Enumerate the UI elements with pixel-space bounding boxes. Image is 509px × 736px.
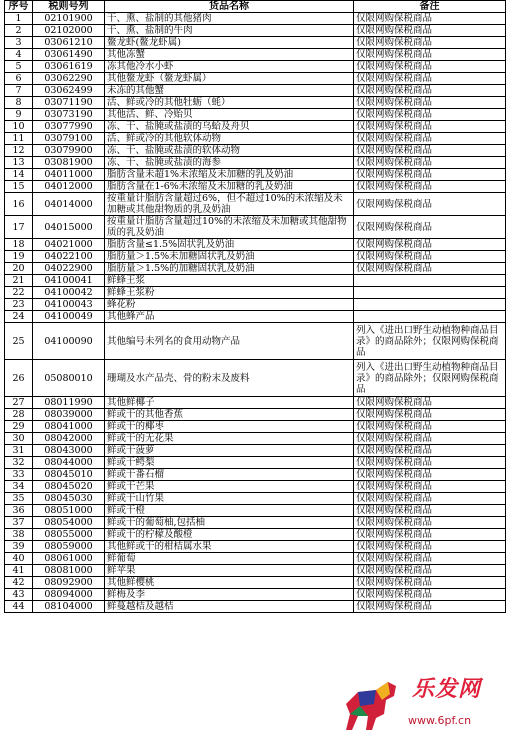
row-goods-name: 其他鳌龙虾（鳌龙虾属） <box>105 73 354 85</box>
row-index: 35 <box>5 493 33 505</box>
table-row <box>5 493 506 505</box>
row-tariff-code: 08081000 <box>33 565 105 577</box>
row-goods-name: 鲜葡萄 <box>105 553 354 565</box>
row-goods-name: 鲜梅及李 <box>105 589 354 601</box>
table-row <box>5 553 506 565</box>
row-index: 40 <box>5 553 33 565</box>
row-tariff-code: 08094000 <box>33 589 105 601</box>
watermark-brand: 乐发网 <box>412 677 482 702</box>
row-goods-name: 冻、干、盐腌或盐渍的乌蛤及舟贝 <box>105 121 354 133</box>
table-row <box>5 589 506 601</box>
table-row <box>5 529 506 541</box>
table-row <box>5 169 506 181</box>
row-index: 10 <box>5 121 33 133</box>
row-index: 11 <box>5 133 33 145</box>
row-index: 19 <box>5 251 33 263</box>
row-goods-name: 脂肪含量未超1%未浓缩及未加糖的乳及奶油 <box>105 169 354 181</box>
row-tariff-code: 03062499 <box>33 85 105 97</box>
row-index: 22 <box>5 287 33 299</box>
row-tariff-code: 08039000 <box>33 409 105 421</box>
row-goods-name: 冻、干、盐腌或盐渍的软体动物 <box>105 145 354 157</box>
row-remarks: 仅限网购保税商品 <box>354 505 506 517</box>
row-remarks: 仅限网购保税商品 <box>354 541 506 553</box>
row-remarks: 仅限网购保税商品 <box>354 239 506 251</box>
row-tariff-code: 04014000 <box>33 193 105 216</box>
row-tariff-code: 04100041 <box>33 275 105 287</box>
row-tariff-code: 04100049 <box>33 311 105 323</box>
row-remarks: 仅限网购保税商品 <box>354 251 506 263</box>
row-goods-name: 其他鲜樱桃 <box>105 577 354 589</box>
row-tariff-code: 03079100 <box>33 133 105 145</box>
table-row <box>5 541 506 553</box>
row-index: 12 <box>5 145 33 157</box>
row-goods-name: 鲜或干菠萝 <box>105 445 354 457</box>
table-row <box>5 409 506 421</box>
row-tariff-code: 03071190 <box>33 97 105 109</box>
row-tariff-code: 03061619 <box>33 61 105 73</box>
row-goods-name: 鲜或干芒果 <box>105 481 354 493</box>
table-row <box>5 97 506 109</box>
row-tariff-code: 04011000 <box>33 169 105 181</box>
row-goods-name: 脂肪量＞1.5%未加糖固状乳及奶油 <box>105 251 354 263</box>
row-tariff-code: 08041000 <box>33 421 105 433</box>
header-remarks: 备注 <box>354 1 506 13</box>
row-tariff-code: 08054000 <box>33 517 105 529</box>
row-index: 32 <box>5 457 33 469</box>
table-row <box>5 73 506 85</box>
row-tariff-code: 08043000 <box>33 445 105 457</box>
row-index: 13 <box>5 157 33 169</box>
row-tariff-code: 04022100 <box>33 251 105 263</box>
row-tariff-code: 08061000 <box>33 553 105 565</box>
goods-table <box>4 0 506 613</box>
table-row <box>5 25 506 37</box>
row-remarks: 仅限网购保税商品 <box>354 193 506 216</box>
row-index: 4 <box>5 49 33 61</box>
row-index: 6 <box>5 73 33 85</box>
row-goods-name: 珊瑚及水产品壳、骨的粉末及废料 <box>105 360 354 397</box>
row-tariff-code: 08042000 <box>33 433 105 445</box>
row-goods-name: 按重量计脂肪含量超过10%的未浓缩及未加糖或其他甜物质的乳及奶油 <box>105 216 354 239</box>
row-remarks <box>354 287 506 299</box>
table-row <box>5 360 506 397</box>
table-row <box>5 49 506 61</box>
table-row <box>5 157 506 169</box>
row-goods-name: 按重量计脂肪含量超过6%，但不超过10%的未浓缩及未加糖或其他甜物质的乳及奶油 <box>105 193 354 216</box>
row-remarks: 仅限网购保税商品 <box>354 493 506 505</box>
row-remarks: 仅限网购保税商品 <box>354 469 506 481</box>
row-tariff-code: 04012000 <box>33 181 105 193</box>
header-row <box>5 1 506 13</box>
row-goods-name: 鲜蜂王浆粉 <box>105 287 354 299</box>
row-tariff-code: 08092900 <box>33 577 105 589</box>
row-index: 30 <box>5 433 33 445</box>
row-tariff-code: 04100042 <box>33 287 105 299</box>
row-tariff-code: 02101900 <box>33 13 105 25</box>
row-goods-name: 活、鲜或冷的其他牡蛎（蚝） <box>105 97 354 109</box>
table-row <box>5 181 506 193</box>
row-goods-name: 鲜或干橙 <box>105 505 354 517</box>
row-goods-name: 其他冻蟹 <box>105 49 354 61</box>
row-goods-name: 脂肪含量在1-6%未浓缩及未加糖的乳及奶油 <box>105 181 354 193</box>
row-tariff-code: 02102000 <box>33 25 105 37</box>
table-row <box>5 397 506 409</box>
header-index: 序号 <box>5 1 33 13</box>
row-goods-name: 干、熏、盐制的其他猪肉 <box>105 13 354 25</box>
horse-logo-icon <box>336 674 408 734</box>
table-row <box>5 193 506 216</box>
row-index: 17 <box>5 216 33 239</box>
table-row <box>5 299 506 311</box>
row-remarks: 仅限网购保税商品 <box>354 169 506 181</box>
row-goods-name: 脂肪含量≤1.5%固状乳及奶油 <box>105 239 354 251</box>
row-goods-name: 鲜或干的柠檬及酸橙 <box>105 529 354 541</box>
row-remarks: 仅限网购保税商品 <box>354 263 506 275</box>
row-goods-name: 鲜或干的椰枣 <box>105 421 354 433</box>
row-index: 18 <box>5 239 33 251</box>
table-row <box>5 263 506 275</box>
table-row <box>5 433 506 445</box>
row-index: 23 <box>5 299 33 311</box>
row-remarks: 仅限网购保税商品 <box>354 457 506 469</box>
row-goods-name: 鲜或干鳄梨 <box>105 457 354 469</box>
row-remarks: 仅限网购保税商品 <box>354 25 506 37</box>
row-tariff-code: 04022900 <box>33 263 105 275</box>
row-remarks: 仅限网购保税商品 <box>354 109 506 121</box>
row-index: 34 <box>5 481 33 493</box>
row-remarks: 仅限网购保税商品 <box>354 216 506 239</box>
row-remarks: 仅限网购保税商品 <box>354 409 506 421</box>
header-tariff-code: 税则号列 <box>33 1 105 13</box>
row-tariff-code: 04021000 <box>33 239 105 251</box>
row-goods-name: 其他蜂产品 <box>105 311 354 323</box>
table-row <box>5 517 506 529</box>
row-remarks: 仅限网购保税商品 <box>354 421 506 433</box>
watermark <box>336 672 509 736</box>
row-goods-name: 其他编号未列名的食用动物产品 <box>105 323 354 360</box>
table-row <box>5 13 506 25</box>
header-goods-name: 货品名称 <box>105 1 354 13</box>
table-row <box>5 275 506 287</box>
row-goods-name: 鲜或干番石榴 <box>105 469 354 481</box>
row-index: 2 <box>5 25 33 37</box>
row-remarks: 仅限网购保税商品 <box>354 85 506 97</box>
row-index: 20 <box>5 263 33 275</box>
row-remarks: 仅限网购保税商品 <box>354 589 506 601</box>
table-row <box>5 133 506 145</box>
row-goods-name: 鲜苹果 <box>105 565 354 577</box>
row-tariff-code: 04100090 <box>33 323 105 360</box>
row-tariff-code: 03079900 <box>33 145 105 157</box>
row-index: 24 <box>5 311 33 323</box>
row-goods-name: 鳌龙虾(鳌龙虾属) <box>105 37 354 49</box>
table-row <box>5 239 506 251</box>
row-tariff-code: 04015000 <box>33 216 105 239</box>
document-page <box>4 0 505 613</box>
row-remarks <box>354 275 506 287</box>
row-remarks: 仅限网购保税商品 <box>354 97 506 109</box>
row-remarks: 仅限网购保税商品 <box>354 133 506 145</box>
table-row <box>5 37 506 49</box>
row-remarks: 仅限网购保税商品 <box>354 553 506 565</box>
row-remarks: 仅限网购保税商品 <box>354 481 506 493</box>
table-row <box>5 445 506 457</box>
row-index: 15 <box>5 181 33 193</box>
table-row <box>5 311 506 323</box>
table-row <box>5 577 506 589</box>
table-row <box>5 121 506 133</box>
row-remarks: 仅限网购保税商品 <box>354 13 506 25</box>
row-index: 33 <box>5 469 33 481</box>
row-index: 7 <box>5 85 33 97</box>
row-tariff-code: 04100043 <box>33 299 105 311</box>
row-remarks: 仅限网购保税商品 <box>354 49 506 61</box>
row-index: 25 <box>5 323 33 360</box>
row-tariff-code: 05080010 <box>33 360 105 397</box>
row-remarks: 仅限网购保税商品 <box>354 445 506 457</box>
row-tariff-code: 03062290 <box>33 73 105 85</box>
row-remarks: 仅限网购保税商品 <box>354 61 506 73</box>
table-row <box>5 145 506 157</box>
row-goods-name: 鲜或干的其他香蕉 <box>105 409 354 421</box>
table-row <box>5 457 506 469</box>
table-row <box>5 505 506 517</box>
table-row <box>5 85 506 97</box>
row-tariff-code: 08011990 <box>33 397 105 409</box>
row-remarks: 仅限网购保税商品 <box>354 37 506 49</box>
row-index: 42 <box>5 577 33 589</box>
row-index: 28 <box>5 409 33 421</box>
row-remarks: 仅限网购保税商品 <box>354 577 506 589</box>
row-goods-name: 鲜或干山竹果 <box>105 493 354 505</box>
row-tariff-code: 08059000 <box>33 541 105 553</box>
row-index: 41 <box>5 565 33 577</box>
row-tariff-code: 08044000 <box>33 457 105 469</box>
row-remarks: 仅限网购保税商品 <box>354 517 506 529</box>
row-goods-name: 其他鲜或干的柑桔属水果 <box>105 541 354 553</box>
table-row <box>5 323 506 360</box>
row-index: 5 <box>5 61 33 73</box>
table-row <box>5 601 506 613</box>
row-tariff-code: 08045030 <box>33 493 105 505</box>
row-index: 16 <box>5 193 33 216</box>
row-index: 44 <box>5 601 33 613</box>
row-remarks: 仅限网购保税商品 <box>354 181 506 193</box>
row-tariff-code: 08045020 <box>33 481 105 493</box>
row-index: 27 <box>5 397 33 409</box>
row-remarks: 列入《进出口野生动植物种商品目录》的商品除外；仅限网购保税商品 <box>354 323 506 360</box>
row-index: 38 <box>5 529 33 541</box>
row-goods-name: 鲜蔓越桔及越桔 <box>105 601 354 613</box>
row-goods-name: 其他鲜椰子 <box>105 397 354 409</box>
row-goods-name: 蜂花粉 <box>105 299 354 311</box>
row-tariff-code: 03077990 <box>33 121 105 133</box>
row-tariff-code: 08104000 <box>33 601 105 613</box>
row-index: 36 <box>5 505 33 517</box>
row-remarks: 列入《进出口野生动植物种商品目录》的商品除外；仅限网购保税商品 <box>354 360 506 397</box>
row-remarks: 仅限网购保税商品 <box>354 529 506 541</box>
row-remarks: 仅限网购保税商品 <box>354 397 506 409</box>
row-goods-name: 冻、干、盐腌或盐渍的海参 <box>105 157 354 169</box>
table-row <box>5 109 506 121</box>
watermark-url: www.6pf.cn <box>408 714 472 727</box>
row-goods-name: 鲜或干的葡萄柚,包括柚 <box>105 517 354 529</box>
table-row <box>5 287 506 299</box>
table-row <box>5 216 506 239</box>
row-index: 43 <box>5 589 33 601</box>
row-tariff-code: 08055000 <box>33 529 105 541</box>
row-index: 31 <box>5 445 33 457</box>
row-goods-name: 脂肪量＞1.5%的加糖固状乳及奶油 <box>105 263 354 275</box>
row-goods-name: 冻其他冷水小虾 <box>105 61 354 73</box>
row-remarks: 仅限网购保税商品 <box>354 157 506 169</box>
row-index: 8 <box>5 97 33 109</box>
row-remarks: 仅限网购保税商品 <box>354 565 506 577</box>
row-remarks: 仅限网购保税商品 <box>354 121 506 133</box>
row-remarks: 仅限网购保税商品 <box>354 433 506 445</box>
row-tariff-code: 03061490 <box>33 49 105 61</box>
row-remarks: 仅限网购保税商品 <box>354 601 506 613</box>
row-index: 39 <box>5 541 33 553</box>
row-remarks: 仅限网购保税商品 <box>354 145 506 157</box>
table-row <box>5 565 506 577</box>
row-tariff-code: 08045010 <box>33 469 105 481</box>
row-goods-name: 其他活、鲜、冷贻贝 <box>105 109 354 121</box>
row-goods-name: 鲜或干的无花果 <box>105 433 354 445</box>
row-index: 37 <box>5 517 33 529</box>
row-goods-name: 活、鲜或冷的其他软体动物 <box>105 133 354 145</box>
row-index: 1 <box>5 13 33 25</box>
row-remarks: 仅限网购保税商品 <box>354 73 506 85</box>
row-index: 21 <box>5 275 33 287</box>
table-row <box>5 481 506 493</box>
row-index: 29 <box>5 421 33 433</box>
row-goods-name: 未冻的其他蟹 <box>105 85 354 97</box>
row-remarks <box>354 299 506 311</box>
table-body <box>5 13 506 613</box>
row-index: 3 <box>5 37 33 49</box>
row-tariff-code: 08051000 <box>33 505 105 517</box>
row-tariff-code: 03073190 <box>33 109 105 121</box>
row-index: 14 <box>5 169 33 181</box>
row-index: 26 <box>5 360 33 397</box>
row-index: 9 <box>5 109 33 121</box>
row-tariff-code: 03081900 <box>33 157 105 169</box>
table-row <box>5 251 506 263</box>
row-tariff-code: 03061210 <box>33 37 105 49</box>
table-row <box>5 421 506 433</box>
row-goods-name: 鲜蜂王浆 <box>105 275 354 287</box>
table-row <box>5 61 506 73</box>
row-remarks <box>354 311 506 323</box>
table-row <box>5 469 506 481</box>
row-goods-name: 干、熏、盐制的牛肉 <box>105 25 354 37</box>
